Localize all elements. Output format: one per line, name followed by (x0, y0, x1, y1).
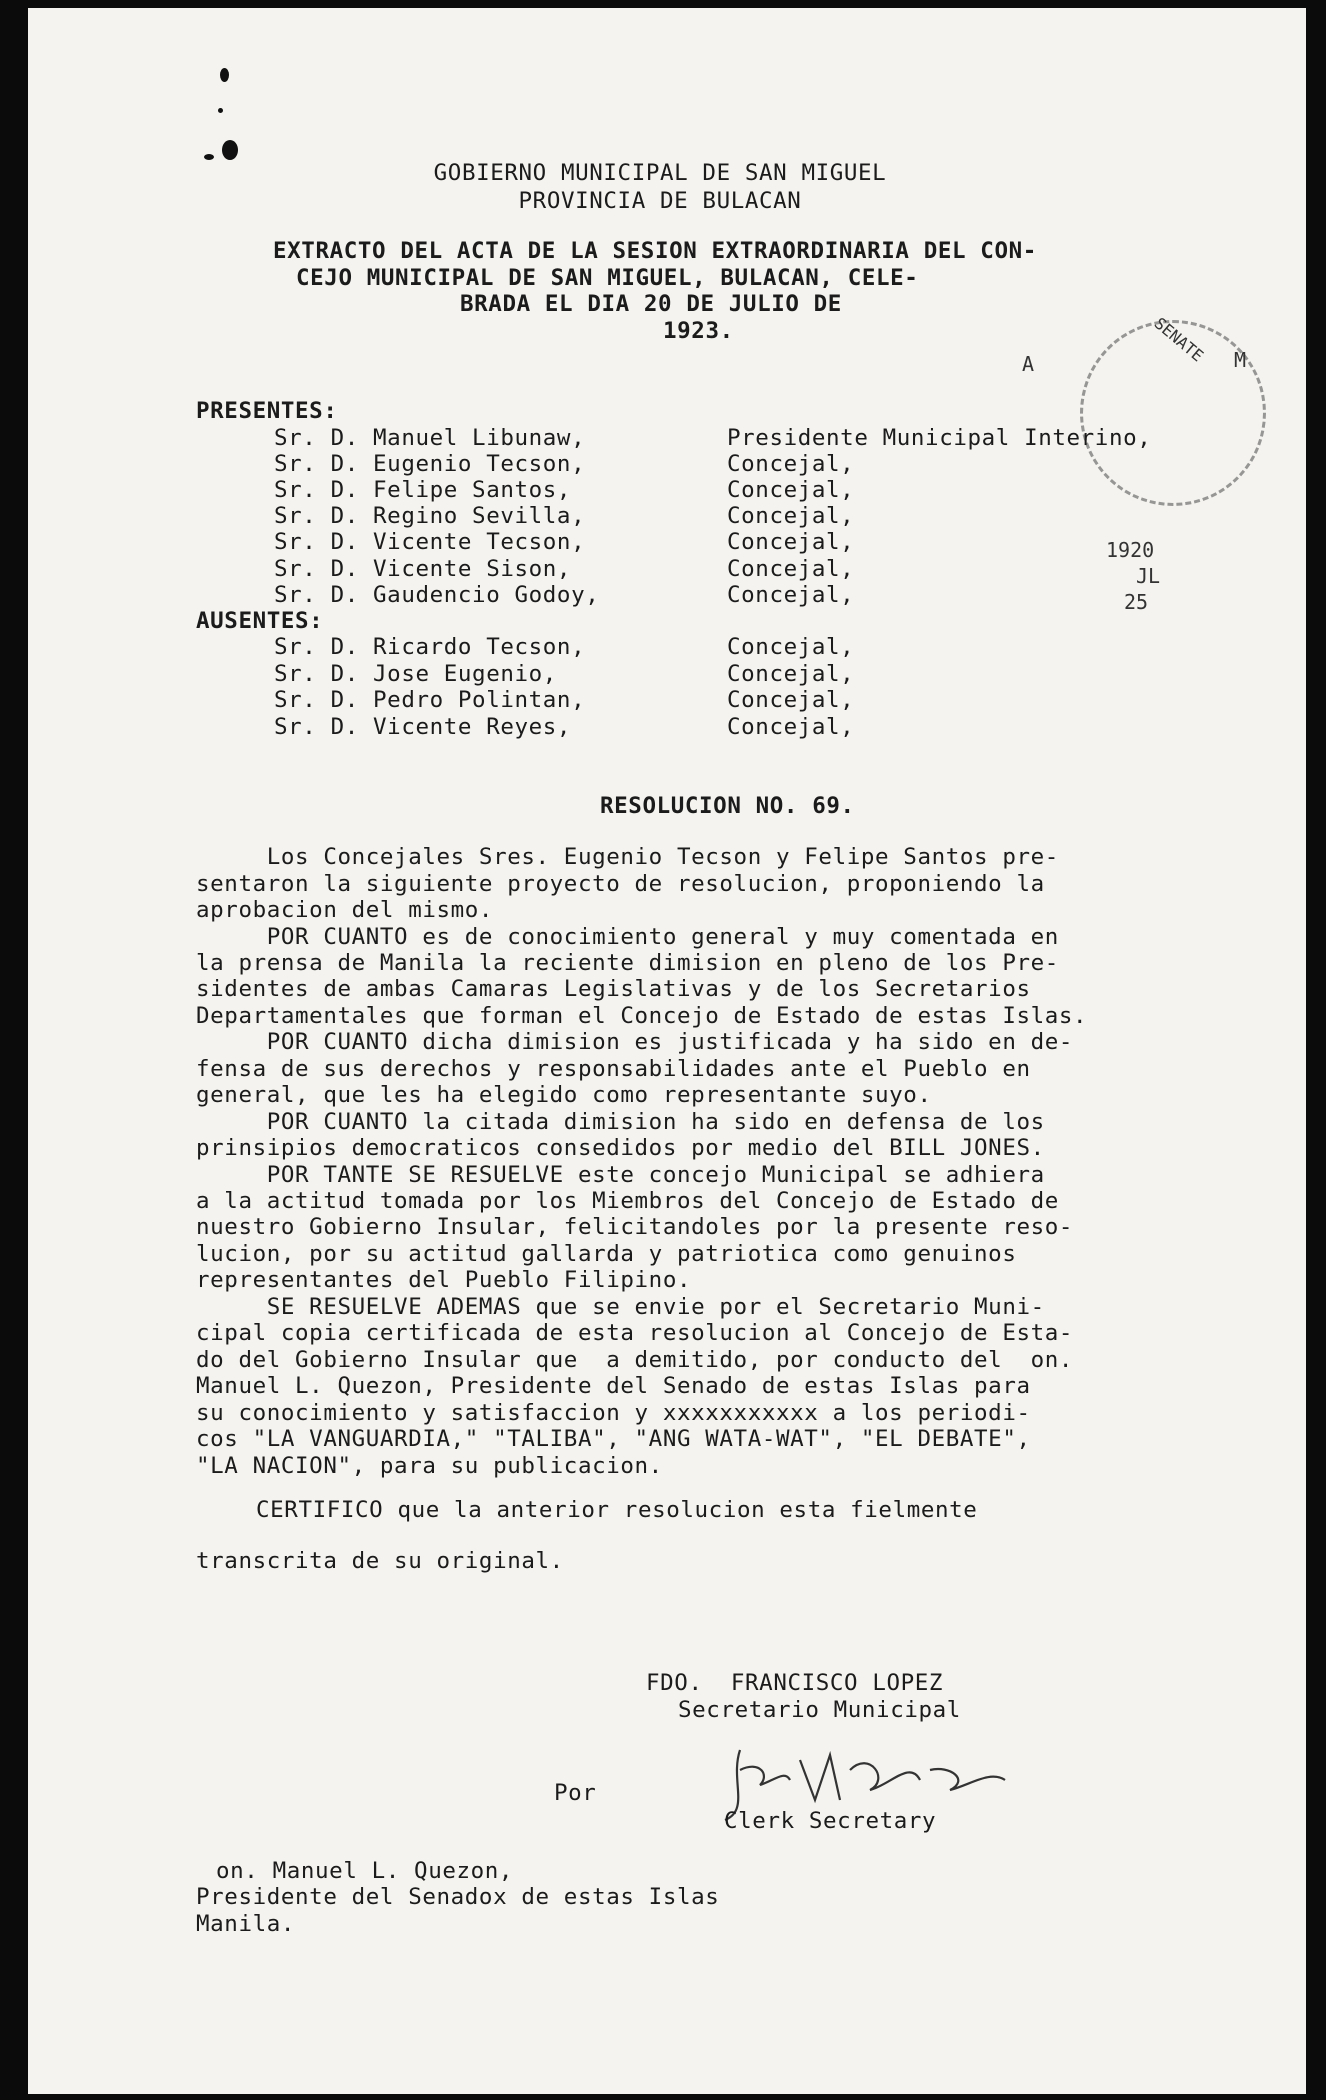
stamp-year: 1920 (1106, 538, 1155, 562)
address-line-2: Presidente del Senadox de estas Islas (196, 1884, 720, 1910)
ausente-name: Sr. D. Vicente Reyes, (274, 714, 572, 740)
presente-role: Concejal, (727, 529, 855, 555)
body-line: "LA NACION", para su publicacion. (196, 1453, 663, 1479)
presente-role: Concejal, (727, 503, 855, 529)
body-line: la prensa de Manila la reciente dimision en pleno de los Pre- (196, 950, 1059, 976)
presente-name: Sr. D. Gaudencio Godoy, (274, 582, 600, 608)
ausente-name: Sr. D. Pedro Polintan, (274, 687, 586, 713)
presente-name: Sr. D. Eugenio Tecson, (274, 451, 586, 477)
presente-name: Sr. D. Vicente Sison, (274, 556, 572, 582)
ausentes-label: AUSENTES: (196, 608, 324, 634)
body-line: POR CUANTO dicha dimision es justificada y ha sido en de- (196, 1029, 1074, 1055)
ink-speck (218, 108, 223, 113)
ausente-name: Sr. D. Ricardo Tecson, (274, 634, 586, 660)
stamp-letter-right: M (1234, 348, 1247, 372)
ausente-name: Sr. D. Jose Eugenio, (274, 661, 557, 687)
title-line-2: CEJO MUNICIPAL DE SAN MIGUEL, BULACAN, CELE- (296, 265, 919, 291)
signatory-title: Secretario Municipal (678, 1697, 961, 1723)
body-line: cos "LA VANGUARDIA," "TALIBA", "ANG WATA-WAT", "EL DEBATE", (196, 1426, 1031, 1452)
body-line: a la actitud tomada por los Miembros del Concejo de Estado de (196, 1188, 1059, 1214)
body-line: do del Gobierno Insular que a demitido, por conducto del on. (196, 1347, 1074, 1373)
title-line-4: 1923. (663, 318, 734, 344)
stamp-month: JL (1136, 564, 1161, 588)
header-line-2: PROVINCIA DE BULACAN (518, 188, 802, 214)
signatory-name: FDO. FRANCISCO LOPEZ (646, 1670, 944, 1696)
body-line: su conocimiento y satisfaccion y xxxxxxxxxxx a los periodi- (196, 1400, 1031, 1426)
presente-name: Sr. D. Felipe Santos, (274, 477, 572, 503)
presente-role: Concejal, (727, 451, 855, 477)
body-line: POR TANTE SE RESUELVE este concejo Municipal se adhiera (196, 1162, 1045, 1188)
presente-name: Sr. D. Manuel Libunaw, (274, 425, 586, 451)
body-line: POR CUANTO es de conocimiento general y muy comentada en (196, 924, 1059, 950)
body-line: representantes del Pueblo Filipino. (196, 1267, 692, 1293)
body-line: lucion, por su actitud gallarda y patriotica como genuinos (196, 1241, 1017, 1267)
ink-speck (220, 68, 229, 82)
ausente-role: Concejal, (727, 634, 855, 660)
presente-role: Presidente Municipal Interino, (727, 425, 1152, 451)
resolution-title: RESOLUCION NO. 69. (600, 793, 855, 819)
address-line-1: on. Manuel L. Quezon, (216, 1858, 514, 1884)
body-line: general, que les ha elegido como representante suyo. (196, 1082, 932, 1108)
body-line: Los Concejales Sres. Eugenio Tecson y Felipe Santos pre- (196, 844, 1059, 870)
stamp-letter-left: A (1022, 352, 1035, 376)
header-line-1: GOBIERNO MUNICIPAL DE SAN MIGUEL (433, 160, 887, 186)
presente-role: Concejal, (727, 582, 855, 608)
body-line: SE RESUELVE ADEMAS que se envie por el Secretario Muni- (196, 1294, 1045, 1320)
clerk-title: Clerk Secretary (724, 1808, 937, 1834)
body-line: Departamentales que forman el Concejo de Estado de estas Islas. (196, 1003, 1088, 1029)
address-line-3: Manila. (196, 1911, 296, 1937)
body-line: Manuel L. Quezon, Presidente del Senado de estas Islas para (196, 1373, 1031, 1399)
body-line: fensa de sus derechos y responsabilidades ante el Pueblo en (196, 1056, 1031, 1082)
stamp-arc-text: SENATE (1150, 313, 1208, 366)
body-line: cipal copia certificada de esta resolucion al Concejo de Esta- (196, 1320, 1074, 1346)
certifico-line-2: transcrita de su original. (196, 1548, 564, 1574)
body-line: nuestro Gobierno Insular, felicitandoles por la presente reso- (196, 1214, 1074, 1240)
ausente-role: Concejal, (727, 687, 855, 713)
presentes-label: PRESENTES: (196, 398, 338, 424)
title-line-1: EXTRACTO DEL ACTA DE LA SESION EXTRAORDINARIA DEL CON- (273, 238, 1037, 264)
body-line: sentaron la siguiente proyecto de resolucion, proponiendo la (196, 871, 1045, 897)
ausente-role: Concejal, (727, 661, 855, 687)
ausente-role: Concejal, (727, 714, 855, 740)
body-line: aprobacion del mismo. (196, 897, 494, 923)
body-line: POR CUANTO la citada dimision ha sido en defensa de los (196, 1109, 1045, 1135)
por-label: Por (554, 1780, 597, 1806)
body-line: prinsipios democraticos consedidos por medio del BILL JONES. (196, 1135, 1045, 1161)
certifico-line-1: CERTIFICO que la anterior resolucion esta fielmente (256, 1497, 978, 1523)
body-line: sidentes de ambas Camaras Legislativas y de los Secretarios (196, 976, 1031, 1002)
ink-speck (204, 154, 214, 160)
ink-speck (222, 140, 238, 160)
stamp-day: 25 (1124, 590, 1149, 614)
title-line-3: BRADA EL DIA 20 DE JULIO DE (460, 291, 842, 317)
presente-role: Concejal, (727, 556, 855, 582)
presente-role: Concejal, (727, 477, 855, 503)
presente-name: Sr. D. Regino Sevilla, (274, 503, 586, 529)
presente-name: Sr. D. Vicente Tecson, (274, 529, 586, 555)
